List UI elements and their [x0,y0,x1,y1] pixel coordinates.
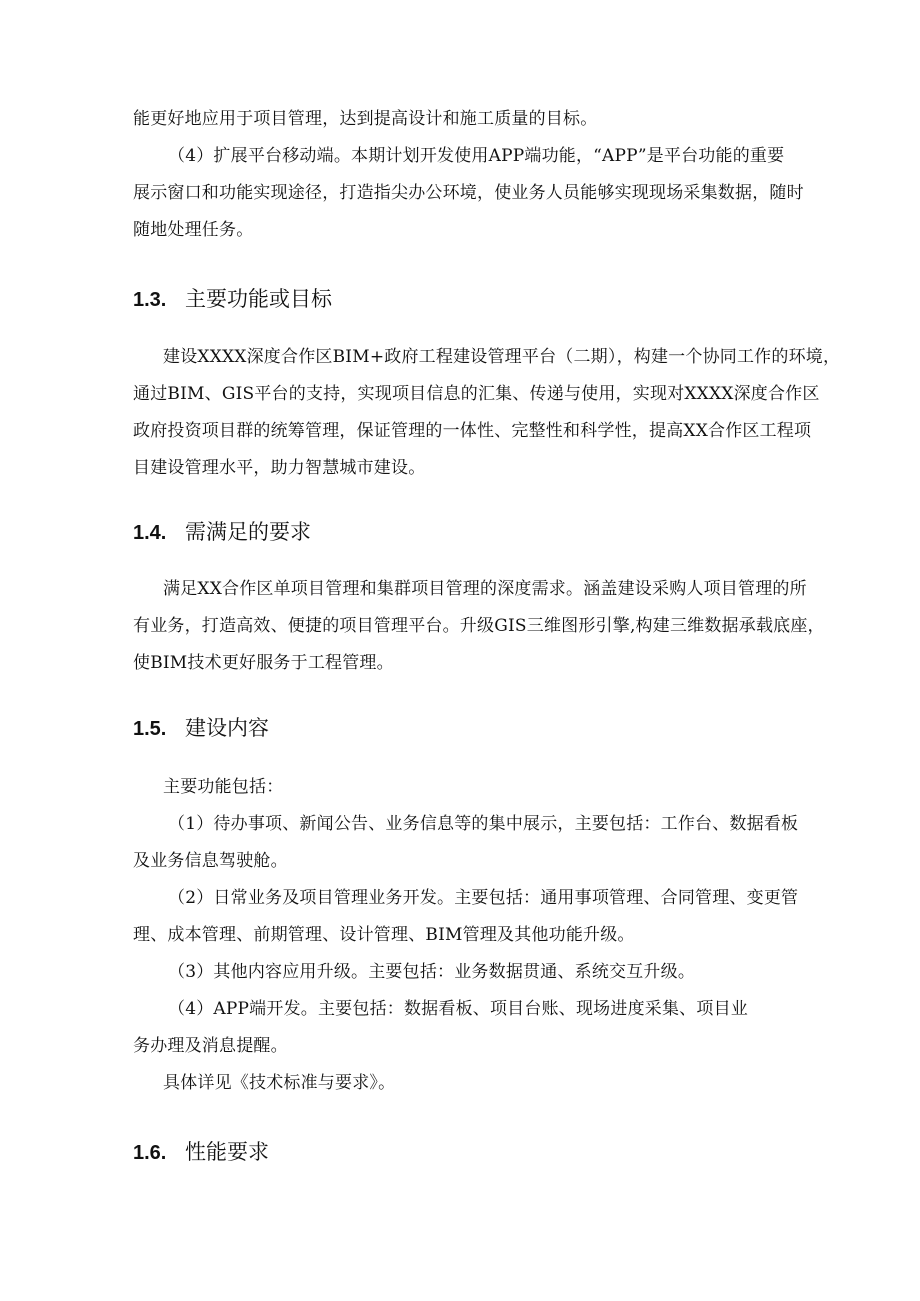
section-number: 1.6. [133,1142,167,1164]
paragraph-line: 通过BIM、GIS平台的支持，实现项目信息的汇集、传递与使用，实现对XXXX深度合作区 [133,384,820,404]
paragraph-line: 满足XX合作区单项目管理和集群项目管理的深度需求。涵盖建设采购人项目管理的所 [163,579,807,599]
section-number: 1.5. [133,718,167,740]
section-number: 1.4. [133,522,167,544]
section-heading [133,1138,269,1167]
section-heading [133,714,269,743]
section-title: 建设内容 [185,716,269,740]
paragraph-line: 理、成本管理、前期管理、设计管理、BIM管理及其他功能升级。 [133,925,635,945]
paragraph-line: 政府投资项目群的统筹管理，保证管理的一体性、完整性和科学性，提高XX合作区工程项 [133,421,812,441]
paragraph-line: （2）日常业务及项目管理业务开发。主要包括：通用事项管理、合同管理、变更管 [168,888,799,908]
paragraph-line: 建设XXXX深度合作区BIM+政府工程建设管理平台（二期），构建一个协同工作的环境， [163,347,841,367]
paragraph-line: （1）待办事项、新闻公告、业务信息等的集中展示，主要包括：工作台、数据看板 [168,814,799,834]
section-title: 需满足的要求 [185,520,311,544]
paragraph-line: 主要功能包括： [163,777,284,797]
paragraph-line: （4）APP端开发。主要包括：数据看板、项目台账、现场进度采集、项目业 [168,999,748,1019]
paragraph-line: 能更好地应用于项目管理，达到提高设计和施工质量的目标。 [133,109,598,129]
paragraph-line: （4）扩展平台移动端。本期计划开发使用APP端功能，“APP”是平台功能的重要 [168,146,785,166]
paragraph-line: （3）其他内容应用升级。主要包括：业务数据贯通、系统交互升级。 [168,962,696,982]
paragraph-line: 目建设管理水平，助力智慧城市建设。 [133,458,426,478]
section-number: 1.3. [133,289,167,311]
paragraph-line: 使BIM技术更好服务于工程管理。 [133,653,394,673]
paragraph-line: 及业务信息驾驶舱。 [133,851,288,871]
paragraph-line: 具体详见《技术标准与要求》。 [163,1073,396,1093]
section-title: 主要功能或目标 [185,287,332,311]
paragraph-line: 展示窗口和功能实现途径，打造指尖办公环境，使业务人员能够实现现场采集数据，随时 [133,183,804,203]
section-heading [133,285,332,314]
section-title: 性能要求 [185,1140,269,1164]
paragraph-line: 有业务，打造高效、便捷的项目管理平台。升级GIS三维图形引擎,构建三维数据承载底座， [133,616,825,636]
section-heading [133,518,311,547]
paragraph-line: 随地处理任务。 [133,220,254,240]
paragraph-line: 务办理及消息提醒。 [133,1036,288,1056]
